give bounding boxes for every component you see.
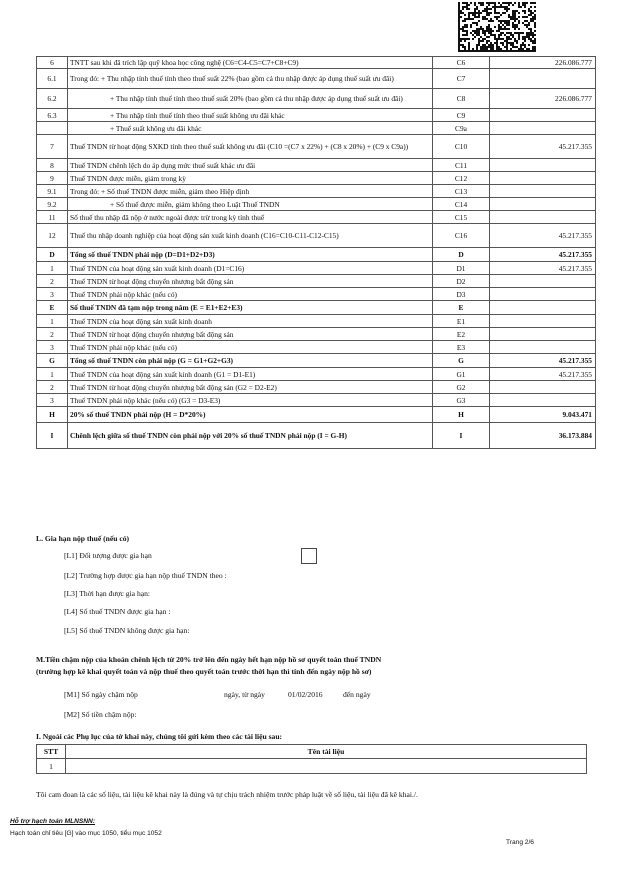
m1-days-text: ngày, từ ngày (224, 690, 265, 699)
row-stt: 3 (37, 394, 68, 407)
row-value: 45.217.355 (490, 262, 596, 275)
m1-to-text: đến ngày (343, 690, 371, 699)
row-stt: 9.1 (37, 185, 68, 198)
table-row (37, 275, 596, 288)
row-stt: 3 (37, 341, 68, 354)
row-label: Thuế TNDN từ hoạt động chuyển nhượng bất động sản (G2 = D2-E2) (68, 381, 433, 394)
row-stt: 1 (37, 315, 68, 328)
row-value: 45.217.355 (490, 354, 596, 368)
row-value (490, 198, 596, 211)
tax-table (36, 56, 596, 449)
row-label: Tổng số thuế TNDN còn phải nộp (G = G1+G2+G3) (68, 354, 433, 368)
row-value (490, 288, 596, 301)
row-code: C12 (433, 172, 490, 185)
row-stt: 3 (37, 288, 68, 301)
row-label: Số thuế thu nhập đã nộp ở nước ngoài được trừ trong kỳ tính thuế (68, 211, 433, 224)
row-label: Trong đó: + Thu nhập tính thuế tính theo thuế suất 22% (bao gồm cả thu nhập được áp dụng thuế suất ưu đãi) (68, 69, 433, 89)
table-row (37, 159, 596, 172)
table-row (37, 211, 596, 224)
table-row (37, 198, 596, 211)
row-value: 45.217.355 (490, 368, 596, 381)
qr-code (458, 2, 536, 52)
row-stt: 12 (37, 224, 68, 248)
row-value (490, 122, 596, 135)
attachments-table (36, 744, 587, 774)
row-label: + Số thuế được miễn, giảm không theo Luật Thuế TNDN (68, 198, 433, 211)
table-row (37, 759, 587, 774)
l1-checkbox[interactable] (301, 548, 317, 564)
row-stt: 2 (37, 328, 68, 341)
row-stt: 9.2 (37, 198, 68, 211)
row-label: Thuế TNDN phải nộp khác (nếu có) (G3 = D3-E3) (68, 394, 433, 407)
row-code: I (433, 423, 490, 449)
row-code: C14 (433, 198, 490, 211)
l1-label: [L1] Đối tượng được gia hạn (64, 551, 152, 560)
table-row (37, 301, 596, 315)
row-label: Chênh lệch giữa số thuế TNDN còn phải nộp với 20% số thuế TNDN phải nộp (I = G-H) (68, 423, 433, 449)
table-row (37, 57, 596, 69)
row-value (490, 315, 596, 328)
m1-date: 01/02/2016 (288, 690, 323, 699)
attachment-name (66, 759, 587, 774)
m2-label: [M2] Số tiền chậm nộp: (64, 710, 137, 719)
l5-label: [L5] Số thuế TNDN không được gia hạn: (64, 626, 190, 635)
row-label: + Thu nhập tính thuế tính theo thuế suất không ưu đãi khác (68, 109, 433, 122)
table-row (37, 394, 596, 407)
section-m-title: M.Tiền chậm nộp của khoản chênh lệch từ 20% trở lên đến ngày hết hạn nộp hồ sơ quyết toán thuế TNDN (36, 655, 382, 664)
row-code: D2 (433, 275, 490, 288)
row-stt: 7 (37, 135, 68, 159)
row-stt: I (37, 423, 68, 449)
row-stt (37, 122, 68, 135)
table-row (37, 248, 596, 262)
row-label: Thuế TNDN từ hoạt động chuyển nhượng bất động sản (68, 328, 433, 341)
row-value (490, 328, 596, 341)
row-value (490, 275, 596, 288)
row-code: H (433, 407, 490, 423)
row-stt: 9 (37, 172, 68, 185)
table-row (37, 224, 596, 248)
row-code: G2 (433, 381, 490, 394)
row-label: Thuế TNDN của hoạt động sản xuất kinh doanh (D1=C16) (68, 262, 433, 275)
m1-label: [M1] Số ngày chậm nộp (64, 690, 138, 699)
row-label: Thuế TNDN được miễn, giảm trong kỳ (68, 172, 433, 185)
row-value: 45.217.355 (490, 248, 596, 262)
row-value (490, 341, 596, 354)
l3-label: [L3] Thời hạn được gia hạn: (64, 589, 151, 598)
table-row (37, 262, 596, 275)
table-row (37, 368, 596, 381)
row-stt: E (37, 301, 68, 315)
row-stt: 1 (37, 262, 68, 275)
row-stt: 8 (37, 159, 68, 172)
row-code: G1 (433, 368, 490, 381)
row-label: Thuế thu nhập doanh nghiệp của hoạt động sản xuất kinh doanh (C16=C10-C11-C12-C15) (68, 224, 433, 248)
support-title: Hỗ trợ hạch toán MLNSNN: (10, 818, 96, 825)
row-stt: G (37, 354, 68, 368)
row-value: 9.043.471 (490, 407, 596, 423)
col-document-name: Tên tài liệu (66, 745, 587, 759)
section-m-subtitle: (trường hợp kê khai quyết toán và nộp thuế theo quyết toán trước thời hạn thì tính đến ngày nộp hồ sơ) (36, 667, 372, 676)
row-value (490, 301, 596, 315)
row-value (490, 394, 596, 407)
row-value: 45.217.355 (490, 224, 596, 248)
row-code: E3 (433, 341, 490, 354)
row-code: G (433, 354, 490, 368)
row-label: Thuế TNDN phải nộp khác (nếu có) (68, 341, 433, 354)
row-code: G3 (433, 394, 490, 407)
row-value (490, 172, 596, 185)
attachments-header (37, 745, 587, 759)
row-stt: D (37, 248, 68, 262)
row-value: 226.086.777 (490, 89, 596, 109)
row-label: + Thuế suất không ưu đãi khác (68, 122, 433, 135)
table-row (37, 109, 596, 122)
row-code: E1 (433, 315, 490, 328)
row-stt: 2 (37, 275, 68, 288)
row-value: 36.173.884 (490, 423, 596, 449)
col-stt: STT (37, 745, 66, 759)
row-label: Thuế TNDN của hoạt động sản xuất kinh doanh (68, 315, 433, 328)
row-code: D1 (433, 262, 490, 275)
table-row (37, 89, 596, 109)
table-row (37, 172, 596, 185)
row-stt: H (37, 407, 68, 423)
row-code: C9a (433, 122, 490, 135)
row-label: Số thuế TNDN đã tạm nộp trong năm (E = E1+E2+E3) (68, 301, 433, 315)
row-code: D (433, 248, 490, 262)
table-row (37, 328, 596, 341)
row-value (490, 185, 596, 198)
page-number: Trang 2/6 (506, 839, 534, 846)
row-stt: 6.3 (37, 109, 68, 122)
row-stt: 6 (37, 57, 68, 69)
table-row (37, 69, 596, 89)
row-label: Trong đó: + Số thuế TNDN được miễn, giảm theo Hiệp định (68, 185, 433, 198)
row-stt: 2 (37, 381, 68, 394)
row-stt: 6.1 (37, 69, 68, 89)
row-label: Tổng số thuế TNDN phải nộp (D=D1+D2+D3) (68, 248, 433, 262)
row-stt: 6.2 (37, 89, 68, 109)
row-code: D3 (433, 288, 490, 301)
table-row (37, 122, 596, 135)
row-value (490, 211, 596, 224)
row-code: C15 (433, 211, 490, 224)
table-row (37, 288, 596, 301)
row-value (490, 381, 596, 394)
row-label: Thuế TNDN của hoạt động sản xuất kinh doanh (G1 = D1-E1) (68, 368, 433, 381)
table-row (37, 135, 596, 159)
row-code: C11 (433, 159, 490, 172)
row-code: C16 (433, 224, 490, 248)
table-row (37, 185, 596, 198)
table-row (37, 407, 596, 423)
row-value (490, 159, 596, 172)
row-code: E2 (433, 328, 490, 341)
row-code: E (433, 301, 490, 315)
row-stt: 1 (37, 368, 68, 381)
row-value: 45.217.355 (490, 135, 596, 159)
table-row (37, 341, 596, 354)
row-code: C8 (433, 89, 490, 109)
row-value (490, 109, 596, 122)
row-label: Thuế TNDN chênh lệch do áp dụng mức thuế suất khác ưu đãi (68, 159, 433, 172)
row-label: Thuế TNDN từ hoạt động chuyển nhượng bất động sản (68, 275, 433, 288)
support-text: Hạch toán chỉ tiêu [G] vào mục 1050, tiểu mục 1052 (10, 830, 162, 837)
row-code: C13 (433, 185, 490, 198)
l4-label: [L4] Số thuế TNDN được gia hạn : (64, 607, 171, 616)
row-value (490, 69, 596, 89)
table-row (37, 354, 596, 368)
attachment-stt: 1 (37, 759, 66, 774)
section-i-title: I. Ngoài các Phụ lục của tờ khai này, chúng tôi gửi kèm theo các tài liệu sau: (36, 732, 283, 741)
table-row (37, 423, 596, 449)
row-code: C7 (433, 69, 490, 89)
row-label: Thuế TNDN phải nộp khác (nếu có) (68, 288, 433, 301)
row-value: 226.086.777 (490, 57, 596, 69)
row-code: C6 (433, 57, 490, 69)
l2-label: [L2] Trường hợp được gia hạn nộp thuế TNDN theo : (64, 571, 227, 580)
row-stt: 11 (37, 211, 68, 224)
row-code: C10 (433, 135, 490, 159)
row-label: 20% số thuế TNDN phải nộp (H = D*20%) (68, 407, 433, 423)
row-label: Thuế TNDN từ hoạt động SXKD tính theo thuế suất không ưu đãi (C10 =(C7 x 22%) + (C8 x 20%) + (C9 x C9a)) (68, 135, 433, 159)
row-label: + Thu nhập tính thuế tính theo thuế suất 20% (bao gồm cả thu nhập được áp dụng thuế suất ưu đãi) (68, 89, 433, 109)
table-row (37, 315, 596, 328)
section-l-title: L. Gia hạn nộp thuế (nếu có) (36, 534, 130, 543)
row-code: C9 (433, 109, 490, 122)
table-row (37, 381, 596, 394)
row-label: TNTT sau khi đã trích lập quỹ khoa học công nghệ (C6=C4-C5=C7+C8+C9) (68, 57, 433, 69)
declaration-text: Tôi cam đoan là các số liệu, tài liệu kê khai này là đúng và tự chịu trách nhiệm trước pháp luật về số liệu, tài liệu đã kê khai./. (36, 790, 418, 799)
